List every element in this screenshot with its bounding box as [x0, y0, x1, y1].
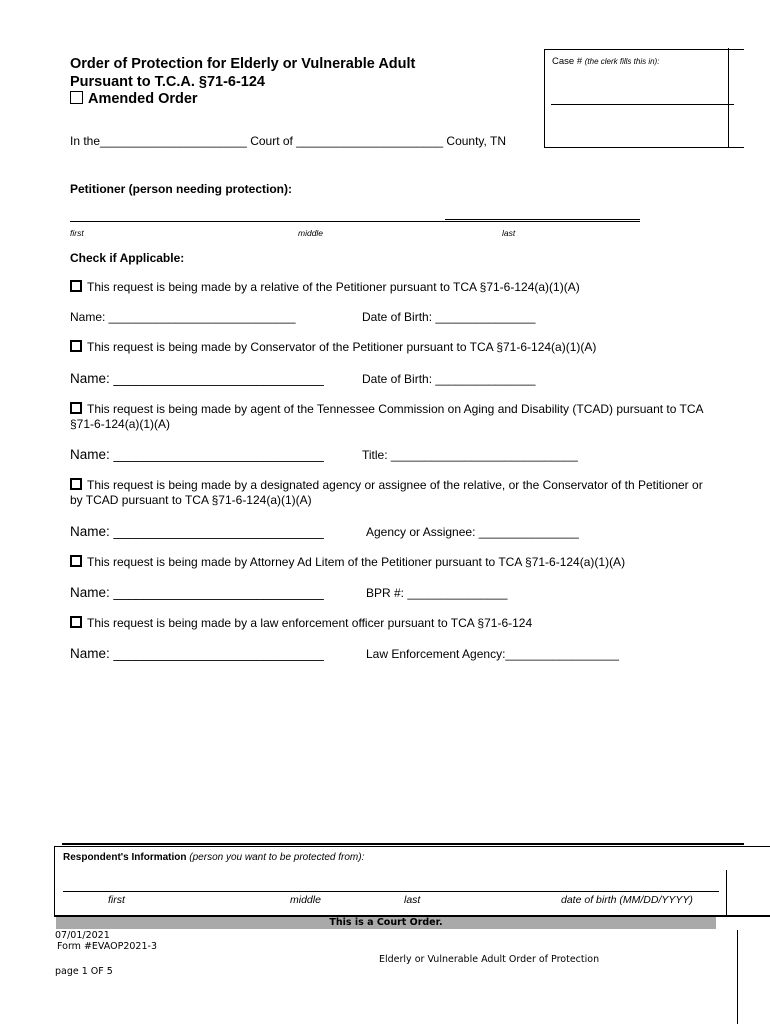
request-tcad-checkbox[interactable] [70, 402, 82, 414]
conservator-dob-field[interactable]: Date of Birth: _______________ [362, 372, 536, 386]
court-name-field[interactable]: ______________________ [100, 134, 247, 148]
attorney-name-field[interactable]: Name: ____________________________ [70, 585, 324, 600]
respondent-box-top-rule [62, 843, 744, 845]
footer-right-rule [737, 930, 738, 1024]
conservator-name-field[interactable]: Name: ____________________________ [70, 371, 324, 386]
form-title-line2: Pursuant to T.C.A. §71-6-124 [70, 74, 265, 90]
request-tcad-row: This request is being made by agent of the Tennessee Commission on Aging and Disability (TCAD) pursuant to TCA [70, 402, 704, 416]
petitioner-name-field[interactable] [70, 221, 640, 222]
request-conservator-checkbox[interactable] [70, 340, 82, 352]
footer-form-title: Elderly or Vulnerable Adult Order of Protection [379, 954, 600, 965]
respondent-box-left-border [54, 846, 55, 916]
agency-assignee-field[interactable]: Agency or Assignee: _______________ [366, 525, 579, 539]
request-relative-checkbox[interactable] [70, 280, 82, 292]
request-law-enforcement-row: This request is being made by a law enforcement officer pursuant to TCA §71-6-124 [70, 616, 532, 630]
request-law-enforcement-checkbox[interactable] [70, 616, 82, 628]
form-number: Form #EVAOP2021-3 [57, 941, 157, 952]
request-tcad-row-cont: §71-6-124(a)(1)(A) [70, 417, 171, 431]
respondent-last-label: last [404, 894, 421, 906]
petitioner-first-label: first [70, 228, 84, 238]
law-enforcement-agency-field[interactable]: Law Enforcement Agency:_________________ [366, 647, 619, 661]
amended-order-row [70, 90, 198, 108]
form-date: 07/01/2021 [55, 930, 110, 941]
respondent-dob-label: date of birth (MM/DD/YYYY) [561, 894, 693, 906]
check-applicable-heading: Check if Applicable: [70, 251, 185, 265]
case-box-left-border [544, 50, 545, 148]
respondent-heading: Respondent's Information (person you want to be protected from): [63, 852, 365, 863]
request-agency-row-cont: by TCAD pursuant to TCA §71-6-124(a)(1)(A) [70, 493, 312, 507]
petitioner-middle-label: middle [298, 228, 324, 238]
form-title-line1: Order of Protection for Elderly or Vulnerable Adult [70, 56, 416, 72]
officer-name-field[interactable]: Name: ____________________________ [70, 646, 324, 661]
petitioner-heading: Petitioner (person needing protection): [70, 182, 293, 196]
tcad-title-field[interactable]: Title: ____________________________ [362, 448, 578, 462]
tcad-name-field[interactable]: Name: ____________________________ [70, 447, 324, 462]
case-number-field[interactable] [551, 104, 734, 105]
request-agency-checkbox[interactable] [70, 478, 82, 490]
case-box-right-border [728, 48, 729, 148]
relative-name-field[interactable]: Name: ____________________________ [70, 310, 296, 324]
court-line: In the______________________ Court of ______________________ County, TN [70, 134, 506, 148]
respondent-box-right-border [726, 870, 727, 916]
relative-dob-field[interactable]: Date of Birth: _______________ [362, 310, 536, 324]
respondent-box-top-border [54, 846, 770, 847]
petitioner-last-underline [445, 219, 640, 220]
page-number: page 1 OF 5 [55, 966, 113, 977]
respondent-middle-label: middle [290, 894, 321, 906]
case-box-bottom-border [544, 147, 744, 148]
request-conservator-row: This request is being made by Conservator of the Petitioner pursuant to TCA §71-6-124(a)(1)(A) [70, 340, 596, 354]
county-field[interactable]: ______________________ [296, 134, 444, 148]
attorney-bpr-field[interactable]: BPR #: _______________ [366, 586, 508, 600]
case-number-label: Case # (the clerk fills this in): [552, 56, 660, 67]
agency-name-field[interactable]: Name: ____________________________ [70, 524, 324, 539]
amended-order-checkbox[interactable] [70, 91, 83, 104]
case-box-top-border [544, 49, 744, 50]
petitioner-last-label: last [502, 228, 516, 238]
respondent-name-field[interactable] [63, 891, 719, 892]
request-agency-row: This request is being made by a designated agency or assignee of the relative, or the Conservator of th Petitioner or [70, 478, 703, 492]
amended-order-label: Amended Order [88, 91, 198, 107]
court-order-banner: This is a Court Order. [56, 917, 716, 929]
request-relative-row: This request is being made by a relative of the Petitioner pursuant to TCA §71-6-124(a)(1)(A) [70, 280, 580, 294]
respondent-first-label: first [108, 894, 125, 906]
request-attorney-checkbox[interactable] [70, 555, 82, 567]
request-attorney-row: This request is being made by Attorney Ad Litem of the Petitioner pursuant to TCA §71-6-124(a)(1)(A) [70, 555, 625, 569]
